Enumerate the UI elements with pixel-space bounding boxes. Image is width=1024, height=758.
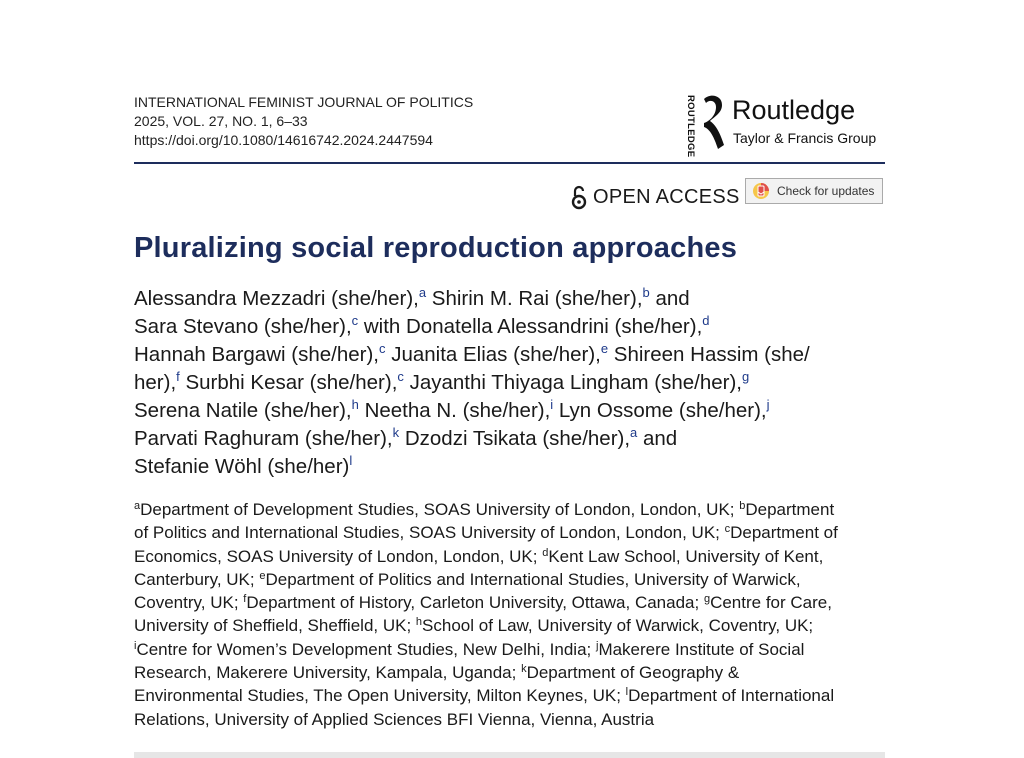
affiliation-line-text: Canterbury, UK;	[134, 569, 260, 589]
author-line-text: Parvati Raghuram (she/her),	[134, 427, 393, 450]
author-line-text: Sara Stevano (she/her),	[134, 315, 352, 338]
affiliation-marker[interactable]: k	[392, 425, 400, 440]
affiliation-list	[134, 498, 894, 731]
journal-name: INTERNATIONAL FEMINIST JOURNAL OF POLITICS	[134, 94, 474, 110]
affiliation-line-text: Makerere Institute of Social	[598, 639, 805, 659]
affiliation-marker[interactable]: d	[542, 546, 549, 559]
header-divider	[134, 162, 885, 164]
open-access-badge	[571, 183, 740, 211]
affiliation-marker[interactable]: c	[397, 369, 404, 384]
author-line	[134, 341, 894, 369]
author-line-text: and	[649, 287, 690, 310]
author-line-text: with Donatella Alessandrini (she/her),	[358, 315, 703, 338]
author-line-text: and	[637, 427, 678, 450]
check-for-updates-label: Check for updates	[777, 184, 875, 198]
author-line	[134, 453, 894, 481]
affiliation-line-text: Coventry, UK;	[134, 593, 244, 613]
affiliation-marker[interactable]: g	[741, 369, 750, 384]
affiliation-marker[interactable]: e	[259, 569, 266, 582]
author-line-text: Serena Natile (she/her),	[134, 399, 352, 422]
affiliation-marker[interactable]: f	[176, 369, 180, 384]
affiliation-line	[134, 708, 894, 731]
author-line-text: her),	[134, 371, 177, 394]
routledge-logo	[684, 93, 894, 158]
author-line-text: Juanita Elias (she/her),	[385, 343, 601, 366]
check-for-updates-button[interactable]	[745, 178, 883, 204]
author-line-text: Shireen Hassim (she/	[608, 343, 810, 366]
affiliation-line-text: Relations, University of Applied Sciences BFI Vienna, Vienna, Austria	[134, 709, 655, 729]
affiliation-marker[interactable]: h	[415, 616, 423, 629]
author-list	[134, 285, 894, 481]
affiliation-line	[134, 661, 894, 684]
affiliation-marker[interactable]: j	[595, 639, 599, 652]
affiliation-marker[interactable]: d	[702, 313, 710, 328]
affiliation-line	[134, 684, 894, 707]
affiliation-line-text: Department of Development Studies, SOAS University of London, London, UK;	[140, 500, 740, 519]
affiliation-marker[interactable]: l	[625, 686, 629, 699]
affiliation-line	[134, 638, 894, 661]
author-line-text: Shirin M. Rai (she/her),	[426, 287, 643, 310]
journal-info	[134, 93, 473, 150]
affiliation-line-text: Centre for Care,	[710, 593, 832, 613]
affiliation-line	[134, 591, 894, 614]
affiliation-marker[interactable]: g	[703, 593, 711, 606]
routledge-head-icon	[696, 93, 726, 153]
author-line-text: Surbhi Kesar (she/her),	[179, 371, 398, 394]
author-line-text: Lyn Ossome (she/her),	[553, 399, 767, 422]
affiliation-marker[interactable]: a	[630, 425, 638, 440]
crossmark-icon	[752, 182, 770, 200]
affiliation-marker[interactable]: c	[351, 313, 359, 328]
affiliation-line-text: School of Law, University of Warwick, Coventry, UK;	[422, 616, 814, 636]
author-line-text: Jayanthi Thiyaga Lingham (she/her),	[403, 371, 742, 394]
affiliation-line	[134, 614, 894, 637]
affiliation-line	[134, 568, 894, 591]
author-line-text: Hannah Bargawi (she/her),	[134, 343, 379, 366]
author-line-text: Stefanie Wöhl (she/her)	[134, 455, 350, 478]
affiliation-marker[interactable]: a	[418, 285, 427, 300]
affiliation-marker[interactable]: i	[134, 639, 137, 652]
affiliation-marker[interactable]: k	[521, 663, 527, 676]
author-line	[134, 397, 894, 425]
affiliation-marker[interactable]: h	[351, 397, 359, 412]
affiliation-marker[interactable]: l	[349, 453, 353, 468]
open-access-label: OPEN ACCESS	[593, 185, 740, 208]
affiliation-line-text: Centre for Women’s Development Studies, New Delhi, India;	[136, 639, 596, 659]
affiliation-marker[interactable]: e	[600, 341, 609, 356]
affiliation-line-text: Economics, SOAS University of London, London, UK;	[134, 546, 543, 566]
affiliation-marker[interactable]: b	[642, 285, 650, 300]
open-lock-icon	[571, 184, 587, 210]
affiliation-line-text: Department of International	[628, 686, 835, 706]
affiliation-line-text: Department of History, Carleton University, Ottawa, Canada;	[246, 593, 704, 613]
affiliation-line	[134, 521, 894, 544]
author-line-text: Dzodzi Tsikata (she/her),	[399, 427, 631, 450]
routledge-vertical-wordmark: ROUTLEDGE	[685, 95, 696, 158]
affiliation-marker[interactable]: b	[739, 500, 746, 512]
affiliation-line-text: Kent Law School, University of Kent,	[548, 546, 824, 566]
affiliation-line-text: Department of Geography &	[526, 663, 740, 683]
affiliation-marker[interactable]: f	[243, 593, 247, 606]
footer-divider	[134, 752, 885, 758]
affiliation-line-text: Environmental Studies, The Open University, Milton Keynes, UK;	[134, 686, 626, 706]
affiliation-line-text: Department of Politics and International Studies, University of Warwick,	[265, 569, 801, 589]
publisher-name: Routledge	[732, 95, 856, 125]
affiliation-line	[134, 498, 894, 521]
publisher-group: Taylor & Francis Group	[733, 130, 877, 146]
affiliation-line-text: Department of	[730, 523, 838, 543]
affiliation-marker[interactable]: a	[134, 500, 141, 512]
affiliation-line-text: of Politics and International Studies, SOAS University of London, London, UK;	[134, 523, 725, 543]
affiliation-marker[interactable]: i	[550, 397, 554, 412]
author-line	[134, 285, 894, 313]
author-line-text: Neetha N. (she/her),	[358, 399, 551, 422]
journal-doi-link[interactable]: https://doi.org/10.1080/14616742.2024.2447594	[134, 132, 433, 148]
author-line	[134, 425, 894, 453]
affiliation-line	[134, 545, 894, 568]
article-title: Pluralizing social reproduction approaches	[134, 232, 738, 264]
author-line	[134, 313, 894, 341]
affiliation-line-text: University of Sheffield, Sheffield, UK;	[134, 616, 416, 636]
affiliation-marker[interactable]: c	[724, 523, 731, 536]
author-line-text: Alessandra Mezzadri (she/her),	[134, 287, 419, 310]
author-line	[134, 369, 894, 397]
journal-volume: 2025, VOL. 27, NO. 1, 6–33	[134, 113, 308, 129]
affiliation-line-text: Research, Makerere University, Kampala, Uganda;	[134, 663, 522, 683]
affiliation-marker[interactable]: c	[379, 341, 386, 356]
affiliation-line-text: Department	[745, 500, 835, 519]
affiliation-marker[interactable]: j	[766, 397, 770, 412]
